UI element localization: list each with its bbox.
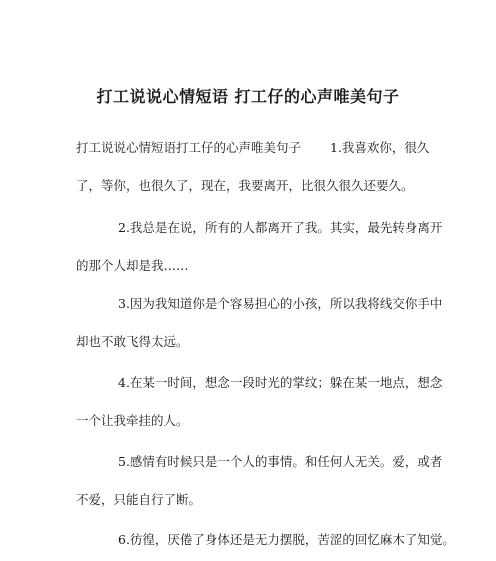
intro-subtitle: 打工说说心情短语打工仔的心声唯美句子 <box>76 140 302 155</box>
paragraph-2-line-2: 的那个人却是我…… <box>76 258 189 273</box>
paragraph-4-line-2: 一个让我牵挂的人。 <box>76 413 189 428</box>
document-title: 打工说说心情短语 打工仔的心声唯美句子 <box>96 87 400 106</box>
paragraph-1-line-1: 1.我喜欢你，很久 <box>330 140 430 155</box>
paragraph-6-line-1: 6.彷徨，厌倦了身体还是无力摆脱，苦涩的回忆麻木了知觉。 <box>118 532 455 547</box>
paragraph-4-line-1: 4.在某一时间，想念一段时光的掌纹；躲在某一地点，想念 <box>118 375 443 390</box>
paragraph-5-line-1: 5.感情有时候只是一个人的事情。和任何人无关。爱，或者 <box>118 454 443 469</box>
paragraph-3-line-1: 3.因为我知道你是个容易担心的小孩，所以我将线交你手中 <box>118 296 443 311</box>
paragraph-3-line-2: 却也不敢飞得太远。 <box>76 334 189 349</box>
paragraph-5-line-2: 不爱，只能自行了断。 <box>76 492 202 507</box>
paragraph-2-line-1: 2.我总是在说，所有的人都离开了我。其实，最先转身离开 <box>118 220 443 235</box>
paragraph-1-line-2: 了，等你，也很久了，现在，我要离开，比很久很久还要久。 <box>76 178 414 193</box>
